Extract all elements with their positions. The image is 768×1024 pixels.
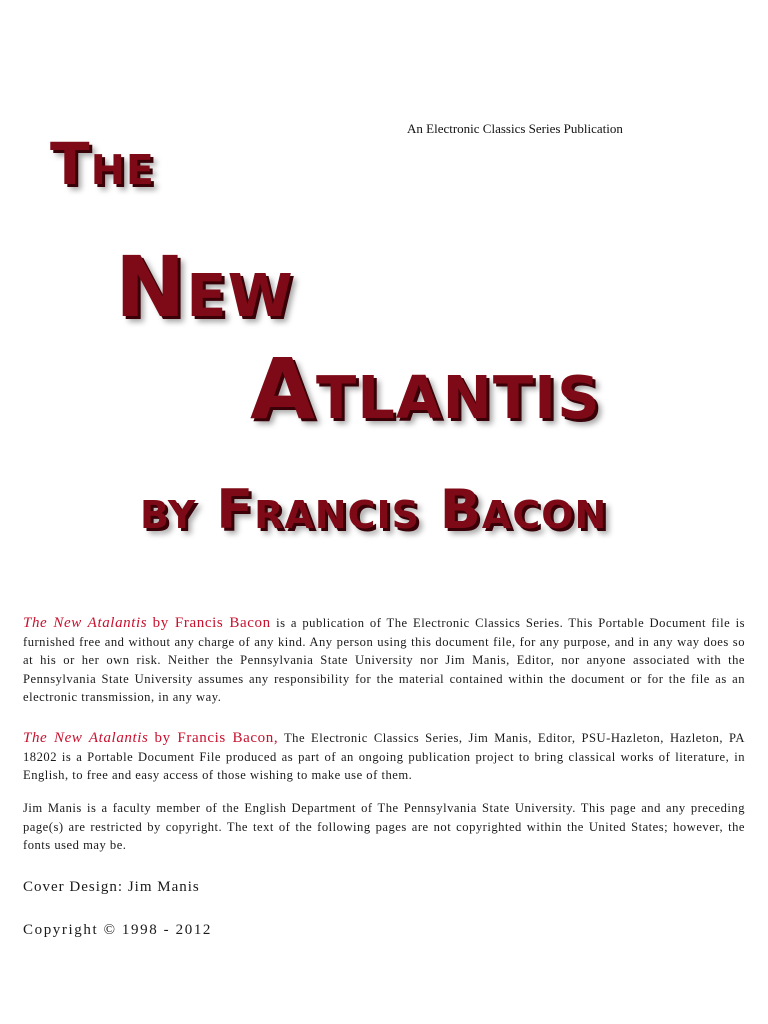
- disclaimer-paragraph: [23, 614, 745, 707]
- title-word-atlantis: Atlantis: [250, 340, 601, 438]
- disclaimer-text: is a publication of The Electronic Classics Series. This Portable Document file is furnished free and without any charge of any kind. Any person using this document file, for any purpose, and in any way does so at his or her own risk. Neither the Pennsylvania State University nor Jim Manis, Editor, nor anyone associated with the Pennsylvania State University assumes any responsibility for the material contained within the document or for the file as an electronic transmission, in any way.: [23, 616, 745, 704]
- author-ref: by Francis Bacon: [152, 615, 271, 631]
- copyright-notice-paragraph: Jim Manis is a faculty member of the English Department of The Pennsylvania State University. This page and any preceding page(s) are restricted by copyright. The text of the following pages are not copyrighted within the United States; however, the fonts used may be.: [23, 801, 745, 852]
- title-word-the: The: [50, 130, 155, 198]
- cover-design-credit: Cover Design: Jim Manis: [23, 879, 200, 895]
- book-title-ref: The New Atalantis: [23, 730, 149, 746]
- title-author-line: by Francis Bacon: [140, 478, 608, 541]
- copyright-line: Copyright © 1998 - 2012: [23, 922, 213, 938]
- title-word-new: New: [115, 238, 294, 336]
- publisher-paragraph: [23, 729, 745, 785]
- publisher-text: The Electronic Classics Series, Jim Manis, Editor, PSU-Hazleton, Hazleton, PA 18202 is a Portable Document File produced as part of an ongoing publication project to bring classical works of literature, in English, to free and easy access of those wishing to make use of them.: [23, 731, 745, 782]
- book-title-ref: The New Atalantis: [23, 615, 148, 631]
- author-ref: by Francis Bacon,: [154, 730, 279, 746]
- series-publication-line: An Electronic Classics Series Publication: [407, 121, 623, 136]
